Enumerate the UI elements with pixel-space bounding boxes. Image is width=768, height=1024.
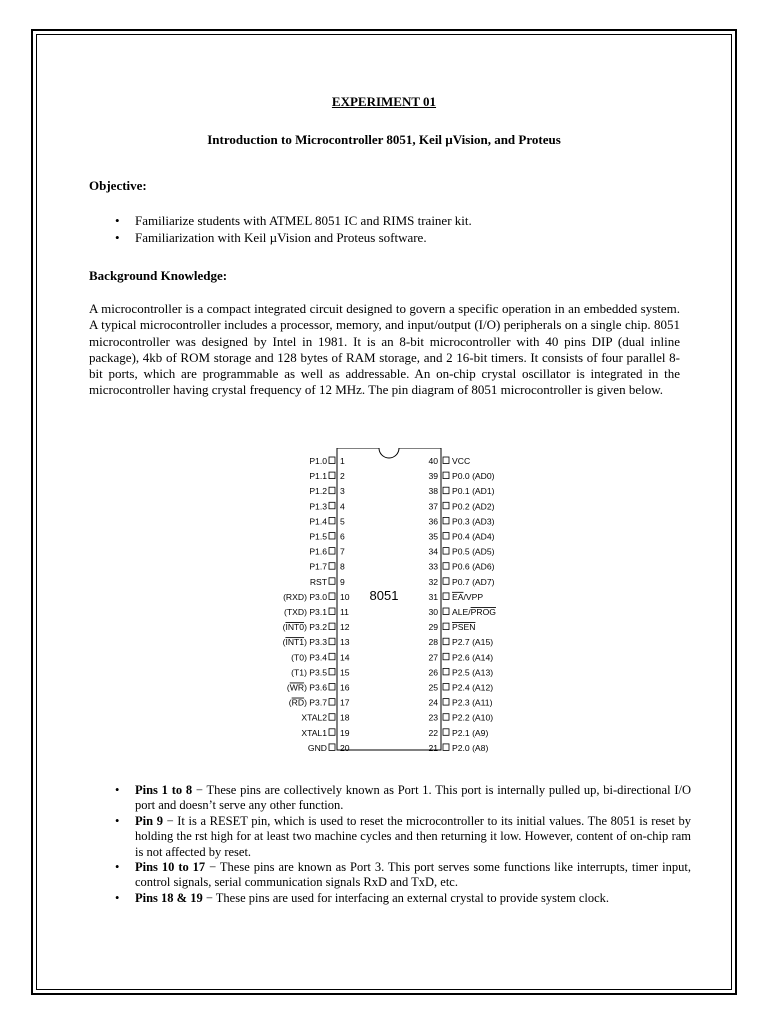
pin-name: P0.3 (AD3)	[452, 516, 495, 527]
pin-note-label: Pins 1 to 8	[135, 783, 193, 797]
pin-number: 10	[340, 591, 350, 602]
pin-number: 5	[340, 516, 345, 527]
pin-name: P1.1	[309, 471, 327, 482]
experiment-title: EXPERIMENT 01	[331, 94, 437, 109]
pin-number: 17	[340, 697, 350, 708]
pin-number: 15	[340, 667, 350, 678]
pin-number: 14	[340, 652, 350, 663]
pin-number: 11	[340, 607, 349, 617]
pin-number: 29	[428, 622, 438, 633]
pin-number: 40	[428, 456, 438, 466]
pin-name: XTAL1	[301, 727, 327, 738]
background-heading: Background Knowledge:	[89, 268, 228, 283]
pin-name: P0.5 (AD5)	[452, 546, 495, 557]
pin-number: 23	[428, 712, 438, 723]
pin-name: GND	[307, 742, 327, 753]
pin-name: P2.2 (A10)	[452, 712, 494, 723]
pin-number: 12	[340, 622, 350, 633]
pin-number: 6	[340, 531, 345, 542]
pin-box	[443, 578, 449, 585]
pin-name: PSEN	[452, 622, 476, 633]
pin-number: 39	[428, 471, 438, 482]
pin-box	[443, 638, 449, 645]
pin-name: (T0) P3.4	[291, 652, 327, 663]
pin-name: (RXD) P3.0	[283, 591, 327, 602]
pin-number: 31	[428, 591, 438, 602]
pin-number: 32	[428, 576, 438, 587]
pin-number: 21	[428, 742, 438, 753]
background-paragraph: A microcontroller is a compact integrated circuit designed to govern a specific operation in an embedded system. A typical microcontroller includes a processor, memory, and input/output (I/O) peripherals on a single chip. 8051 microcontroller was designed by Intel in 1981. It is an 8-bit microcontroller with 40 pins DIP (dual inline package), 4kb of ROM storage and 128 bytes of RAM storage, and 2 16-bit timers. It consists of four parallel 8-bit ports, which are programmable as well as addressable. An on-chip crystal oscillator is integrated in the microcontroller having crystal frequency of 12 MHz. The pin diagram of 8051 microcontroller is given below.	[89, 301, 680, 398]
pin-name: (WR) P3.6	[286, 682, 327, 693]
pin-name: VCC	[452, 456, 471, 466]
pin-number: 28	[428, 637, 438, 648]
pin-box	[329, 623, 335, 630]
pin-name: (T1) P3.5	[291, 667, 327, 678]
pin-box	[329, 653, 335, 660]
pin-number: 22	[428, 727, 438, 738]
pin-note-text: − These pins are used for interfacing an external crystal to provide system clock.	[202, 890, 610, 905]
pin-number: 19	[340, 727, 350, 738]
pin-box	[443, 623, 449, 630]
pin-number: 1	[340, 456, 345, 466]
pin-box	[329, 714, 335, 721]
pin-name: P1.2	[309, 486, 327, 497]
experiment-subtitle: Introduction to Microcontroller 8051, Keil µVision, and Proteus	[207, 132, 561, 147]
pin-box	[443, 684, 449, 691]
pin-notes-list	[89, 783, 691, 906]
pin-name: P1.5	[309, 531, 327, 542]
pin-box	[329, 517, 335, 524]
pin-name: ALE/PROG	[452, 607, 496, 617]
pin-box	[443, 487, 449, 494]
pin-box	[443, 593, 449, 600]
pin-name: P2.7 (A15)	[452, 637, 494, 648]
pin-box	[329, 457, 335, 464]
pin-box	[443, 563, 449, 570]
pin-name: P1.3	[309, 501, 327, 512]
pin-number: 30	[428, 607, 438, 617]
pin-box	[443, 517, 449, 524]
pin-box	[443, 472, 449, 479]
pin-box	[329, 593, 335, 600]
pin-box	[443, 533, 449, 540]
pin-number: 25	[428, 682, 438, 693]
pin-note-text: − It is a RESET pin, which is used to reset the microcontroller to its initial values. The 8051 is reset by holding the rst high for at least two machine cycles and then returning it low. However, content of on-chip ram is not affected by reset.	[135, 813, 692, 859]
pin-box	[443, 502, 449, 509]
pin-number: 37	[428, 501, 438, 512]
pin-box	[329, 684, 335, 691]
pin-number: 3	[340, 486, 345, 497]
pin-name: P2.5 (A13)	[452, 667, 494, 678]
pin-name: P2.6 (A14)	[452, 652, 494, 663]
pin-number: 2	[340, 471, 345, 482]
pin-number: 24	[428, 697, 438, 708]
pin-diagram-svg	[250, 448, 530, 758]
pin-name: P1.4	[309, 516, 327, 527]
chip-notch	[379, 448, 399, 458]
pin-box	[329, 668, 335, 675]
pin-number: 18	[340, 712, 350, 723]
pin-name: (INT1) P3.3	[282, 637, 327, 648]
pin-name: P0.6 (AD6)	[452, 561, 495, 572]
pin-box	[443, 729, 449, 736]
pin-name: P0.7 (AD7)	[452, 576, 495, 587]
pin-name: (TXD) P3.1	[284, 607, 327, 617]
pin-number: 34	[428, 546, 438, 557]
pin-number: 33	[428, 561, 438, 572]
pin-name: P0.4 (AD4)	[452, 531, 495, 542]
pin-number: 38	[428, 486, 438, 497]
pin-number: 36	[428, 516, 438, 527]
pin-box	[443, 548, 449, 555]
pin-box	[443, 457, 449, 464]
pin-number: 4	[340, 501, 345, 512]
objective-list	[89, 212, 689, 246]
objective-item: • Familiarize students with ATMEL 8051 IC and RIMS trainer kit.	[89, 212, 689, 229]
pin-number: 7	[340, 546, 345, 557]
pin-name: EA/VPP	[452, 591, 484, 602]
pin-box	[443, 699, 449, 706]
pin-note-text: − These pins are collectively known as Port 1. This port is internally pulled up, bi-directional I/O port and doesn’t serve any other function.	[135, 783, 691, 813]
pin-number: 13	[340, 637, 350, 648]
pin-name: P0.0 (AD0)	[452, 471, 495, 482]
objective-heading: Objective:	[89, 178, 147, 193]
pin-number: 16	[340, 682, 350, 693]
pin-name: P1.7	[309, 561, 327, 572]
pin-name: P2.0 (A8)	[452, 742, 489, 753]
pin-number: 8	[340, 561, 345, 572]
pin-box	[329, 638, 335, 645]
pin-box	[443, 714, 449, 721]
pin-name: (INT0) P3.2	[282, 622, 327, 633]
pin-note-label: Pins 10 to 17	[135, 860, 206, 875]
pin-box	[443, 653, 449, 660]
pin-box	[329, 729, 335, 736]
pin-note-item	[89, 783, 691, 814]
pin-box	[329, 548, 335, 555]
pin-name: P0.1 (AD1)	[452, 486, 495, 497]
pin-box	[443, 668, 449, 675]
objective-item: • Familiarization with Keil µVision and Proteus software.	[89, 229, 689, 246]
pin-note-label: Pin 9	[135, 813, 163, 828]
pin-name: RST	[309, 576, 327, 587]
pin-box	[329, 487, 335, 494]
pin-box	[329, 563, 335, 570]
pin-name: P1.0	[309, 456, 327, 466]
pin-box	[329, 608, 335, 615]
pin-name: P2.4 (A12)	[452, 682, 494, 693]
pin-box	[443, 608, 449, 615]
pin-number: 35	[428, 531, 438, 542]
pin-note-item	[89, 814, 691, 860]
pin-number: 27	[428, 652, 438, 663]
pin-name: P1.6	[309, 546, 327, 557]
pin-name: XTAL2	[301, 712, 327, 723]
pin-box	[329, 533, 335, 540]
pin-box	[329, 699, 335, 706]
pin-name: (RD) P3.7	[288, 697, 327, 708]
pin-note-label: Pins 18 & 19	[135, 890, 203, 905]
pin-number: 9	[340, 576, 345, 587]
pin-note-item	[89, 860, 691, 891]
chip-label: 8051	[369, 588, 399, 603]
pin-number: 20	[340, 742, 350, 753]
pin-note-item	[89, 891, 691, 906]
pin-name: P2.3 (A11)	[452, 697, 493, 708]
pin-number: 26	[428, 667, 438, 678]
pin-diagram-8051	[250, 448, 530, 758]
pin-name: P0.2 (AD2)	[452, 501, 495, 512]
pin-box	[329, 472, 335, 479]
pin-box	[329, 502, 335, 509]
pin-box	[329, 744, 335, 751]
pin-name: P2.1 (A9)	[452, 727, 489, 738]
pin-note-text: − These pins are known as Port 3. This port serves some functions like interrupts, timer input, control signals, serial communication signals RxD and TxD, etc.	[135, 860, 691, 890]
pin-box	[443, 744, 449, 751]
pin-box	[329, 578, 335, 585]
